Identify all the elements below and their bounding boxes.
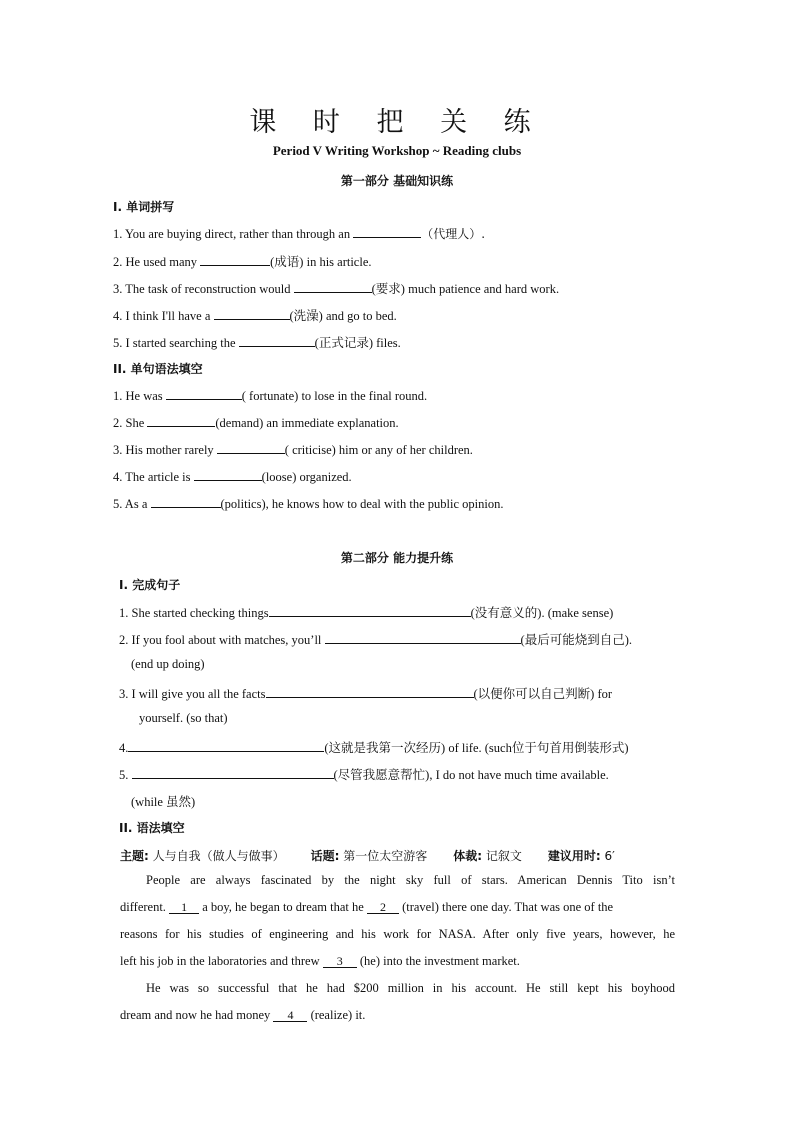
sentence-item-2: [119, 630, 632, 648]
passage-text: (realize) it.: [307, 1008, 366, 1022]
item-text: 4.: [119, 741, 129, 755]
sentence-item-5: [119, 765, 609, 783]
passage-text: (travel) there one day. That was one of the: [398, 900, 614, 914]
part1-heading: 第一部分 基础知识练: [340, 174, 454, 188]
spelling-item-3: [113, 279, 559, 297]
item-text: 5. I started searching the: [113, 336, 239, 350]
genre-value: 记叙文: [482, 849, 522, 863]
topic-label: 话题:: [310, 849, 340, 863]
part1-section2-heading: II. 单句语法填空: [113, 362, 203, 376]
passage-paragraph-1: [120, 867, 675, 975]
spelling-item-2: [113, 252, 372, 270]
passage-blank-3[interactable]: 3: [323, 955, 357, 968]
passage-line: He was so successful that he had $200 million in his account. He still kept his boyhood: [146, 981, 675, 995]
grammar-item-4: [113, 468, 352, 485]
topic-value: 第一位太空游客: [339, 849, 428, 863]
item-hint: (这就是我第一次经历) of life. (such位于句首用倒装形式): [324, 741, 629, 755]
item-text: 2. She: [113, 416, 148, 430]
item-text: 5. As a: [113, 497, 151, 511]
answer-blank[interactable]: [269, 604, 471, 617]
passage-line: [120, 948, 675, 975]
genre-label: 体裁:: [453, 849, 483, 863]
grammar-item-1: [113, 387, 427, 404]
page-subtitle: Period V Writing Workshop ~ Reading clubs: [272, 143, 522, 158]
passage-paragraph-2: [120, 975, 675, 1029]
passage-line: [120, 1002, 675, 1029]
answer-blank[interactable]: [151, 495, 221, 508]
item-text: 3. His mother rarely: [113, 443, 217, 457]
item-hint: （代理人）.: [421, 227, 486, 241]
item-text: 4. The article is: [113, 470, 194, 484]
answer-blank[interactable]: [166, 387, 242, 400]
grammar-item-2: [113, 414, 399, 431]
passage-blank-1[interactable]: 1: [169, 901, 199, 914]
time-label: 建议用时:: [547, 849, 601, 863]
item-text: 4. I think I'll have a: [113, 309, 214, 323]
passage-meta: [120, 847, 615, 864]
passage-blank-4[interactable]: 4: [273, 1009, 307, 1022]
item-hint: (politics), he knows how to deal with the public opinion.: [220, 497, 504, 511]
spelling-item-4: [113, 306, 397, 324]
answer-blank[interactable]: [200, 253, 270, 266]
part2-section1-heading: I. 完成句子: [119, 578, 181, 592]
theme-label: 主题:: [120, 849, 149, 863]
answer-blank[interactable]: [194, 468, 262, 481]
answer-blank[interactable]: [325, 631, 521, 644]
item-text: 1. He was: [113, 389, 166, 403]
grammar-item-3: [113, 441, 473, 458]
item-hint: (demand) an immediate explanation.: [215, 416, 399, 430]
spelling-item-5: [113, 333, 401, 351]
answer-blank[interactable]: [239, 334, 315, 347]
answer-blank[interactable]: [214, 307, 290, 320]
item-hint: (以便你可以自己判断) for: [473, 687, 613, 701]
item-hint: (尽管我愿意帮忙), I do not have much time available.: [333, 768, 609, 782]
passage-text: dream and now he had money: [120, 1008, 274, 1022]
item-hint: (成语) in his article.: [270, 255, 372, 269]
answer-blank[interactable]: [266, 685, 474, 698]
passage-text: a boy, he began to dream that he: [199, 900, 367, 914]
part2-section2-heading: II. 语法填空: [119, 821, 185, 835]
sentence-item-3-cont: yourself. (so that): [139, 711, 228, 725]
sentence-item-1: [119, 603, 613, 621]
passage-line: People are always fascinated by the night sky full of stars. American Dennis Tito isn’t: [146, 873, 675, 887]
sentence-item-5-cont: (while 虽然): [131, 795, 196, 809]
passage-line: [120, 894, 675, 921]
grammar-item-5: [113, 495, 503, 512]
sentence-item-2-cont: (end up doing): [131, 657, 205, 671]
item-hint: ( criticise) him or any of her children.: [284, 443, 473, 457]
item-text: 2. He used many: [113, 255, 201, 269]
answer-blank[interactable]: [353, 225, 421, 238]
part2-heading: 第二部分 能力提升练: [340, 551, 454, 565]
item-hint: ( fortunate) to lose in the final round.: [241, 389, 428, 403]
item-hint: (没有意义的). (make sense): [470, 606, 614, 620]
sentence-item-3: [119, 684, 612, 702]
item-text: 3. I will give you all the facts: [119, 687, 266, 701]
sentence-item-4: [119, 738, 629, 756]
answer-blank[interactable]: [132, 766, 334, 779]
passage-text: left his job in the laboratories and threw: [120, 954, 323, 968]
item-hint: (loose) organized.: [261, 470, 352, 484]
answer-blank[interactable]: [217, 441, 285, 454]
passage-text: (he) into the investment market.: [356, 954, 520, 968]
item-text: 1. You are buying direct, rather than through an: [113, 227, 354, 241]
passage-text: different.: [120, 900, 170, 914]
item-hint: (正式记录) files.: [314, 336, 401, 350]
part1-section1-heading: I. 单词拼写: [113, 200, 175, 214]
answer-blank[interactable]: [147, 414, 215, 427]
item-text: 2. If you fool about with matches, you’ll: [119, 633, 325, 647]
theme-value: 人与自我（做人与做事）: [148, 849, 285, 863]
item-text: 1. She started checking things: [119, 606, 269, 620]
spelling-item-1: [113, 225, 485, 242]
answer-blank[interactable]: [294, 280, 372, 293]
item-hint: (要求) much patience and hard work.: [371, 282, 560, 296]
item-hint: (最后可能烧到自己).: [520, 633, 632, 647]
item-hint: (洗澡) and go to bed.: [289, 309, 397, 323]
passage-line: reasons for his studies of engineering and his work for NASA. After only five years, however, he: [120, 927, 675, 941]
answer-blank[interactable]: [128, 739, 324, 752]
passage-blank-2[interactable]: 2: [367, 901, 399, 914]
page-title: 课 时 把 关 练: [249, 107, 545, 138]
item-text: 3. The task of reconstruction would: [113, 282, 294, 296]
time-value: 6′: [600, 849, 615, 863]
item-text: 5.: [119, 768, 132, 782]
